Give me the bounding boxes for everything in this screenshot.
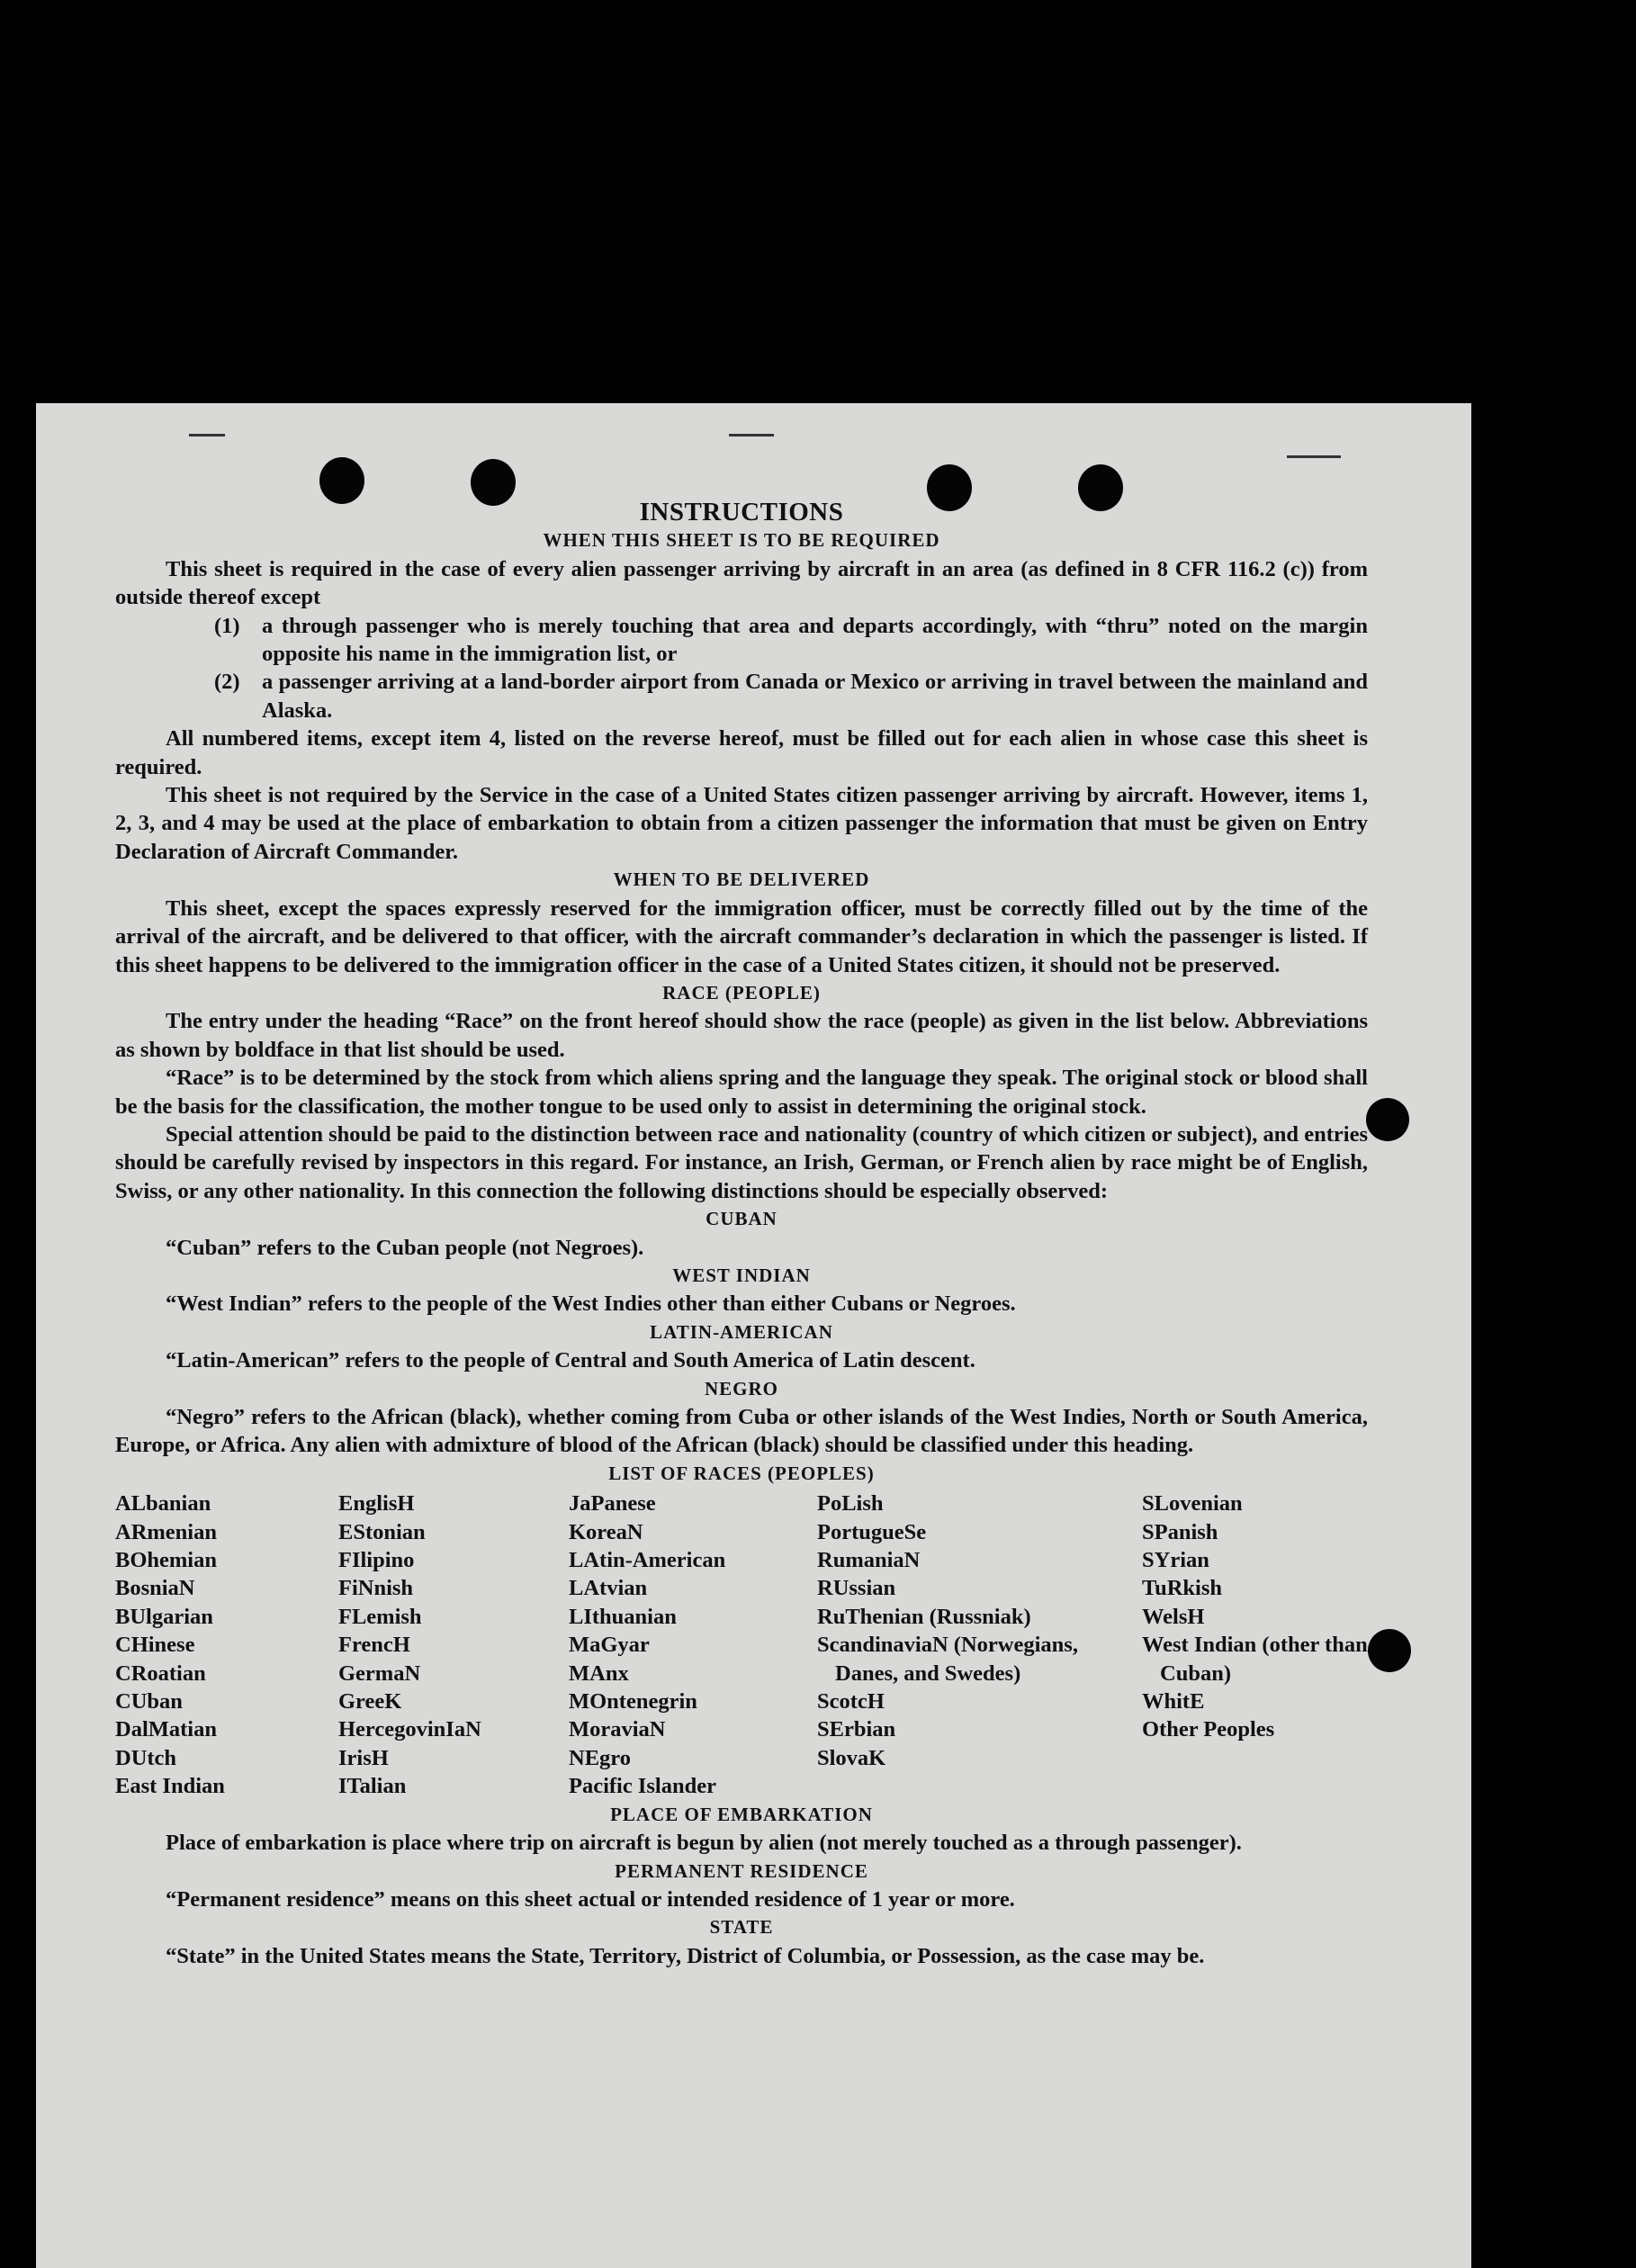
item-number: (2) bbox=[214, 670, 240, 695]
race-item: CHinese bbox=[115, 1633, 195, 1658]
race-item: PoLish bbox=[817, 1491, 884, 1516]
paragraph: “Cuban” refers to the Cuban people (not Negroes). bbox=[166, 1235, 644, 1260]
race-item: RuThenian (Russniak) bbox=[817, 1604, 1031, 1629]
edge-mark bbox=[1287, 455, 1341, 458]
paragraph: “Negro” refers to the African (black), whether coming from Cuba or other islands of the West Indies, North or South America, Europe, or Africa. Any alien with admixture of blood of the African (black) should be classified under this heading. bbox=[115, 1405, 1368, 1458]
race-item: NEgro bbox=[569, 1745, 631, 1770]
races-column bbox=[817, 1490, 1142, 1800]
race-item: BosniaN bbox=[115, 1576, 195, 1601]
section-heading: LIST OF RACES (PEOPLES) bbox=[608, 1462, 875, 1484]
list-item bbox=[115, 668, 1368, 724]
race-item: ITalian bbox=[338, 1774, 407, 1799]
race-item: SYrian bbox=[1142, 1548, 1209, 1573]
race-item: GermaN bbox=[338, 1660, 421, 1686]
section-heading: PLACE OF EMBARKATION bbox=[610, 1803, 873, 1825]
punch-hole bbox=[319, 457, 364, 504]
race-item: MAnx bbox=[569, 1660, 629, 1686]
paragraph: This sheet is required in the case of every alien passenger arriving by aircraft in an area (as defined in 8 CFR 116.2 (c)) from outside thereof except bbox=[115, 556, 1368, 610]
race-item: LIthuanian bbox=[569, 1604, 677, 1629]
race-item: SLovenian bbox=[1142, 1491, 1243, 1516]
race-item: CRoatian bbox=[115, 1660, 206, 1686]
race-item: SPanish bbox=[1142, 1519, 1218, 1544]
item-number: (1) bbox=[214, 613, 240, 638]
paragraph: This sheet, except the spaces expressly reserved for the immigration officer, must be correctly filled out by the time of the arrival of the aircraft, and be delivered to that officer, with the aircraft commander’s declaration in which the passenger is listed. If this sheet happens to be delivered to the immigration officer in the case of a United States citizen, it should not be preserved. bbox=[115, 896, 1368, 977]
punch-hole bbox=[1366, 1098, 1409, 1141]
race-item: DalMatian bbox=[115, 1717, 217, 1742]
race-item: KoreaN bbox=[569, 1519, 643, 1544]
races-column bbox=[1142, 1490, 1368, 1800]
paragraph: Place of embarkation is place where trip on aircraft is begun by alien (not merely touched as a through passenger). bbox=[166, 1831, 1242, 1856]
race-item: FLemish bbox=[338, 1604, 422, 1629]
race-item: GreeK bbox=[338, 1689, 402, 1714]
races-column bbox=[569, 1490, 817, 1800]
race-item: SErbian bbox=[817, 1717, 896, 1742]
race-item: LAtin-American bbox=[569, 1548, 726, 1573]
race-item: ScandinaviaN (Norwegians, Danes, and Swedes) bbox=[817, 1633, 1078, 1686]
race-item: LAtvian bbox=[569, 1576, 648, 1601]
race-item: FrencH bbox=[338, 1633, 410, 1658]
race-item: ALbanian bbox=[115, 1491, 211, 1516]
document-sheet bbox=[36, 403, 1471, 2268]
section-heading: CUBAN bbox=[706, 1208, 778, 1230]
race-item: WelsH bbox=[1142, 1604, 1205, 1629]
race-item: HercegovinIaN bbox=[338, 1717, 481, 1742]
section-heading: LATIN-AMERICAN bbox=[650, 1320, 833, 1343]
race-item: DUtch bbox=[115, 1745, 177, 1770]
section-heading: RACE (PEOPLE) bbox=[662, 981, 821, 1004]
race-item: EnglisH bbox=[338, 1491, 415, 1516]
section-heading: NEGRO bbox=[704, 1377, 778, 1400]
race-item: BUlgarian bbox=[115, 1604, 213, 1629]
race-item: Pacific Islander bbox=[569, 1774, 716, 1799]
race-item: ScotcH bbox=[817, 1689, 885, 1714]
race-item: PortugueSe bbox=[817, 1519, 927, 1544]
paragraph: This sheet is not required by the Service in the case of a United States citizen passenger arriving by aircraft. However, items 1, 2, 3, and 4 may be used at the place of embarkation to obtain from a citizen passenger the information that must be given on Entry Declaration of Aircraft Commander. bbox=[115, 783, 1368, 864]
section-heading: PERMANENT RESIDENCE bbox=[615, 1859, 868, 1882]
paragraph: All numbered items, except item 4, listed on the reverse hereof, must be filled out for each alien in whose case this sheet is required. bbox=[115, 726, 1368, 779]
race-item: Other Peoples bbox=[1142, 1717, 1275, 1742]
race-item: BOhemian bbox=[115, 1548, 217, 1573]
race-item: MaGyar bbox=[569, 1633, 650, 1658]
item-text: a through passenger who is merely touching that area and departs accordingly, with “thru” noted on the margin opposite his name in the immigration list, or bbox=[262, 613, 1368, 667]
race-item: RumaniaN bbox=[817, 1548, 921, 1573]
section-heading: WHEN THIS SHEET IS TO BE REQUIRED bbox=[543, 529, 940, 552]
race-item: FiNnish bbox=[338, 1576, 414, 1601]
race-item: MoraviaN bbox=[569, 1717, 666, 1742]
paragraph: “West Indian” refers to the people of the West Indies other than either Cubans or Negroes. bbox=[166, 1292, 1016, 1317]
edge-mark bbox=[189, 434, 225, 436]
race-item: SlovaK bbox=[817, 1745, 886, 1770]
race-item: EStonian bbox=[338, 1519, 426, 1544]
paragraph: Special attention should be paid to the distinction between race and nationality (country of which citizen or subject), and entries should be carefully revised by inspectors in this regard. For instance, an Irish, German, or French alien by race might be of English, Swiss, or any other nationality. In this connection the following distinctions should be especially observed: bbox=[115, 1121, 1368, 1203]
page-title: INSTRUCTIONS bbox=[639, 498, 844, 526]
races-list bbox=[115, 1490, 1368, 1800]
race-item: RUssian bbox=[817, 1576, 896, 1601]
section-heading: WHEN TO BE DELIVERED bbox=[613, 868, 870, 891]
race-item: FIlipino bbox=[338, 1548, 415, 1573]
race-item: JaPanese bbox=[569, 1491, 656, 1516]
paragraph: The entry under the heading “Race” on the front hereof should show the race (people) as given in the list below. Abbreviations as shown by boldface in that list should be used. bbox=[115, 1009, 1368, 1062]
race-item: IrisH bbox=[338, 1745, 389, 1770]
section-heading: STATE bbox=[709, 1916, 774, 1939]
races-column bbox=[338, 1490, 569, 1800]
race-item: MOntenegrin bbox=[569, 1689, 697, 1714]
races-column bbox=[115, 1490, 338, 1800]
race-item: CUban bbox=[115, 1689, 183, 1714]
paragraph: “Race” is to be determined by the stock from which aliens spring and the language they speak. The original stock or blood shall be the basis for the classification, the mother tongue to be used only to assist in determining the original stock. bbox=[115, 1066, 1368, 1119]
race-item: West Indian (other than Cuban) bbox=[1142, 1633, 1368, 1686]
paragraph: “Latin-American” refers to the people of Central and South America of Latin descent. bbox=[166, 1348, 975, 1373]
list-item bbox=[115, 612, 1368, 669]
race-item: WhitE bbox=[1142, 1689, 1205, 1714]
paragraph: “Permanent residence” means on this sheet actual or intended residence of 1 year or more. bbox=[166, 1886, 1015, 1912]
edge-mark bbox=[729, 434, 774, 436]
race-item: East Indian bbox=[115, 1774, 225, 1799]
instructions-content bbox=[115, 499, 1368, 1970]
item-text: a passenger arriving at a land-border airport from Canada or Mexico or arriving in travel between the mainland and Alaska. bbox=[262, 670, 1368, 723]
paragraph: “State” in the United States means the State, Territory, District of Columbia, or Possession, as the case may be. bbox=[166, 1943, 1205, 1968]
race-item: TuRkish bbox=[1142, 1576, 1223, 1601]
race-item: ARmenian bbox=[115, 1519, 217, 1544]
section-heading: WEST INDIAN bbox=[672, 1264, 811, 1286]
